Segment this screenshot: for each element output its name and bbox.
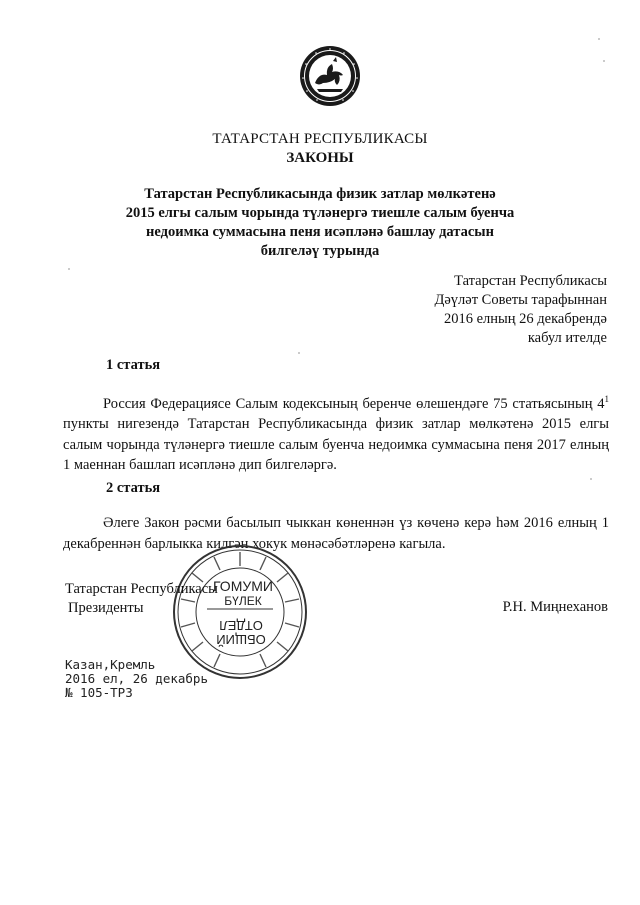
article-1-text-part-a: Россия Федерациясе Салым кодексының беренче өлешендәге 75 статьясының 4 <box>103 395 605 412</box>
document-type: ЗАКОНЫ <box>286 150 354 166</box>
article-1-text <box>63 389 609 476</box>
law-title-line: билгеләү турында <box>260 243 380 259</box>
signature-position <box>65 580 218 618</box>
stamp-line-3: ОБЩИЙ <box>216 632 266 647</box>
stamp-line-4: ОТДЕЛ <box>219 618 263 633</box>
document-registration <box>65 658 208 700</box>
scan-speck <box>298 352 300 354</box>
republic-name: ТАТАРСТАН РЕСПУБЛИКАСЫ <box>212 131 428 147</box>
scan-speck <box>598 38 600 40</box>
stamp-line-1: ГОМУМИ <box>213 578 273 594</box>
law-title-line: Татарстан Республикасында физик затлар мөлкәтенә <box>144 186 496 202</box>
tatarstan-emblem-icon <box>299 45 361 107</box>
footer-number: № 105-ТРЗ <box>65 685 133 700</box>
stamp-line-2: БҮЛЕК <box>224 594 262 608</box>
scan-speck <box>68 268 70 270</box>
signature-position-line: Президенты <box>68 600 144 616</box>
law-title-line: 2015 елгы салым чорында түләнергә тиешле салым буенча <box>125 205 515 221</box>
article-2-heading: 2 статья <box>106 480 161 496</box>
adoption-note <box>434 272 607 348</box>
adoption-line: кабул ителде <box>527 330 607 346</box>
adoption-line: Татарстан Республикасы <box>454 273 607 289</box>
scan-speck <box>603 60 605 62</box>
law-title <box>0 185 640 261</box>
article-2-text-body: Әлеге Закон рәсми басылып чыккан көненнән үз көченә керә һәм 2016 елның 1 декабреннән барлыкка килгән хокук мөнәсәбәтләренә кагыла. <box>63 515 609 552</box>
signature-position-line: Татарстан Республикасы <box>65 581 218 597</box>
signatory-name: Р.Н. Миңнеханов <box>502 599 608 615</box>
article-2-text <box>63 513 609 554</box>
law-title-line: недоимка суммасына пеня исәпләнә башлау датасын <box>146 224 494 240</box>
article-1-heading: 1 статья <box>106 357 161 373</box>
footer-date: 2016 ел, 26 декабрь <box>65 671 208 686</box>
scan-speck <box>590 478 592 480</box>
footer-place: Казан,Кремль <box>65 657 156 672</box>
adoption-line: Дәүләт Советы тарафыннан <box>434 292 607 308</box>
adoption-line: 2016 елның 26 декабрендә <box>443 311 607 327</box>
article-1-superscript: 1 <box>604 394 609 404</box>
article-1-text-part-b: пункты нигезендә Татарстан Республикасында физик затлар мөлкәтенә 2015 елгы салым чорында түләнергә тиешле салым буенча недоимка суммасына пеня 2017 елның 1 маеннан башлап исәпләнә дип билгеләргә. <box>63 416 609 474</box>
